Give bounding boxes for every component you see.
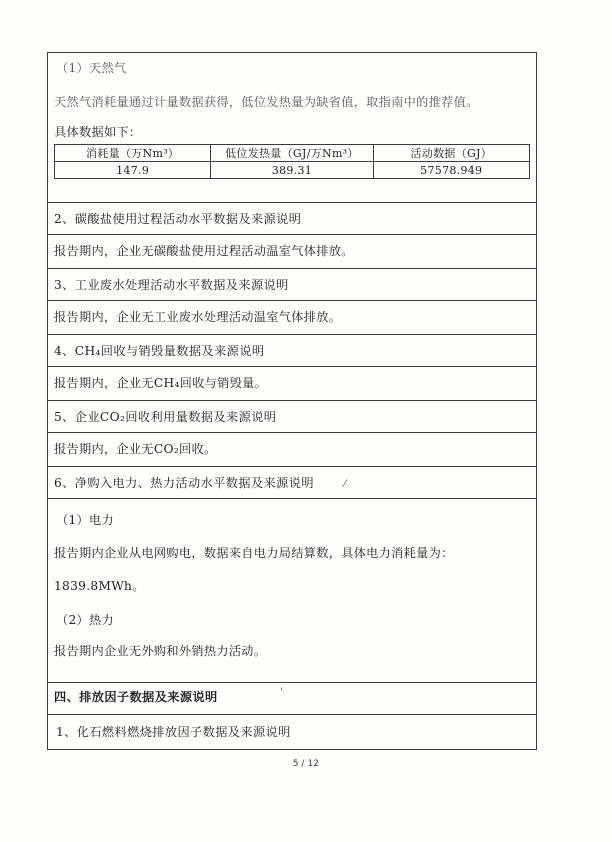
- table-row: [55, 162, 530, 179]
- heat-description: 报告期内企业无外购和外销热力活动。: [54, 644, 267, 658]
- pen-mark: ': [280, 687, 283, 698]
- section-4-text: 报告期内，企业无CH₄回收与销毁量。: [54, 376, 268, 390]
- value-consumption: 147.9: [55, 162, 211, 179]
- purchased-energy-block: [48, 499, 536, 683]
- section-5-heading-block: [48, 401, 536, 433]
- section-4-heading: 4、CH₄回收与销毁量数据及来源说明: [54, 344, 265, 358]
- section-5-heading: 5、企业CO₂回收利用量数据及来源说明: [54, 410, 277, 424]
- electricity-value: 1839.8MWh。: [54, 579, 145, 593]
- section-3-text: 报告期内，企业无工业废水处理活动温室气体排放。: [54, 310, 342, 324]
- section-2-text: 报告期内，企业无碳酸盐使用过程活动温室气体排放。: [54, 244, 354, 258]
- section-2-heading: 2、碳酸盐使用过程活动水平数据及来源说明: [54, 212, 302, 226]
- section-3-heading: 3、工业废水处理活动水平数据及来源说明: [54, 278, 289, 292]
- natural-gas-intro: 具体数据如下：: [54, 125, 142, 139]
- natural-gas-subtitle: （1）天然气: [56, 61, 127, 75]
- value-heating-value: 389.31: [211, 162, 373, 179]
- section-5-text: 报告期内，企业无CO₂回收。: [54, 442, 217, 456]
- header-consumption: 消耗量（万Nm³）: [55, 145, 211, 162]
- section-3-text-block: [48, 301, 536, 335]
- electricity-subtitle: （1）电力: [56, 513, 115, 527]
- section-4-text-block: [48, 367, 536, 401]
- electricity-description: 报告期内企业从电网购电，数据来自电力局结算数，具体电力消耗量为：: [54, 546, 454, 560]
- header-activity-data: 活动数据（GJ）: [373, 145, 529, 162]
- fossil-fuel-heading-block: [48, 715, 536, 749]
- section-6-heading: 6、净购入电力、热力活动水平数据及来源说明: [54, 476, 314, 490]
- section-2-heading-block: [48, 203, 536, 235]
- section-3-heading-block: [48, 269, 536, 301]
- part-4-heading-block: [48, 683, 536, 715]
- natural-gas-description: 天然气消耗量通过计量数据获得，低位发热量为缺省值，取指南中的推荐值。: [54, 95, 479, 109]
- section-4-heading-block: [48, 335, 536, 367]
- value-activity-data: 57578.949: [373, 162, 529, 179]
- page-number: 5 / 12: [292, 759, 320, 769]
- pen-mark: ⁄: [344, 479, 346, 490]
- part-4-heading: 四、排放因子数据及来源说明: [54, 690, 218, 704]
- section-6-heading-block: [48, 467, 536, 499]
- report-table-frame: [47, 52, 537, 750]
- fossil-fuel-heading: 1、化石燃料燃烧排放因子数据及来源说明: [56, 725, 291, 739]
- heat-subtitle: （2）热力: [56, 613, 115, 627]
- natural-gas-block: [48, 53, 536, 203]
- header-heating-value: 低位发热量（GJ/万Nm³）: [211, 145, 373, 162]
- section-5-text-block: [48, 433, 536, 467]
- natural-gas-data-table: [54, 144, 530, 179]
- table-header-row: [55, 145, 530, 162]
- section-2-text-block: [48, 235, 536, 269]
